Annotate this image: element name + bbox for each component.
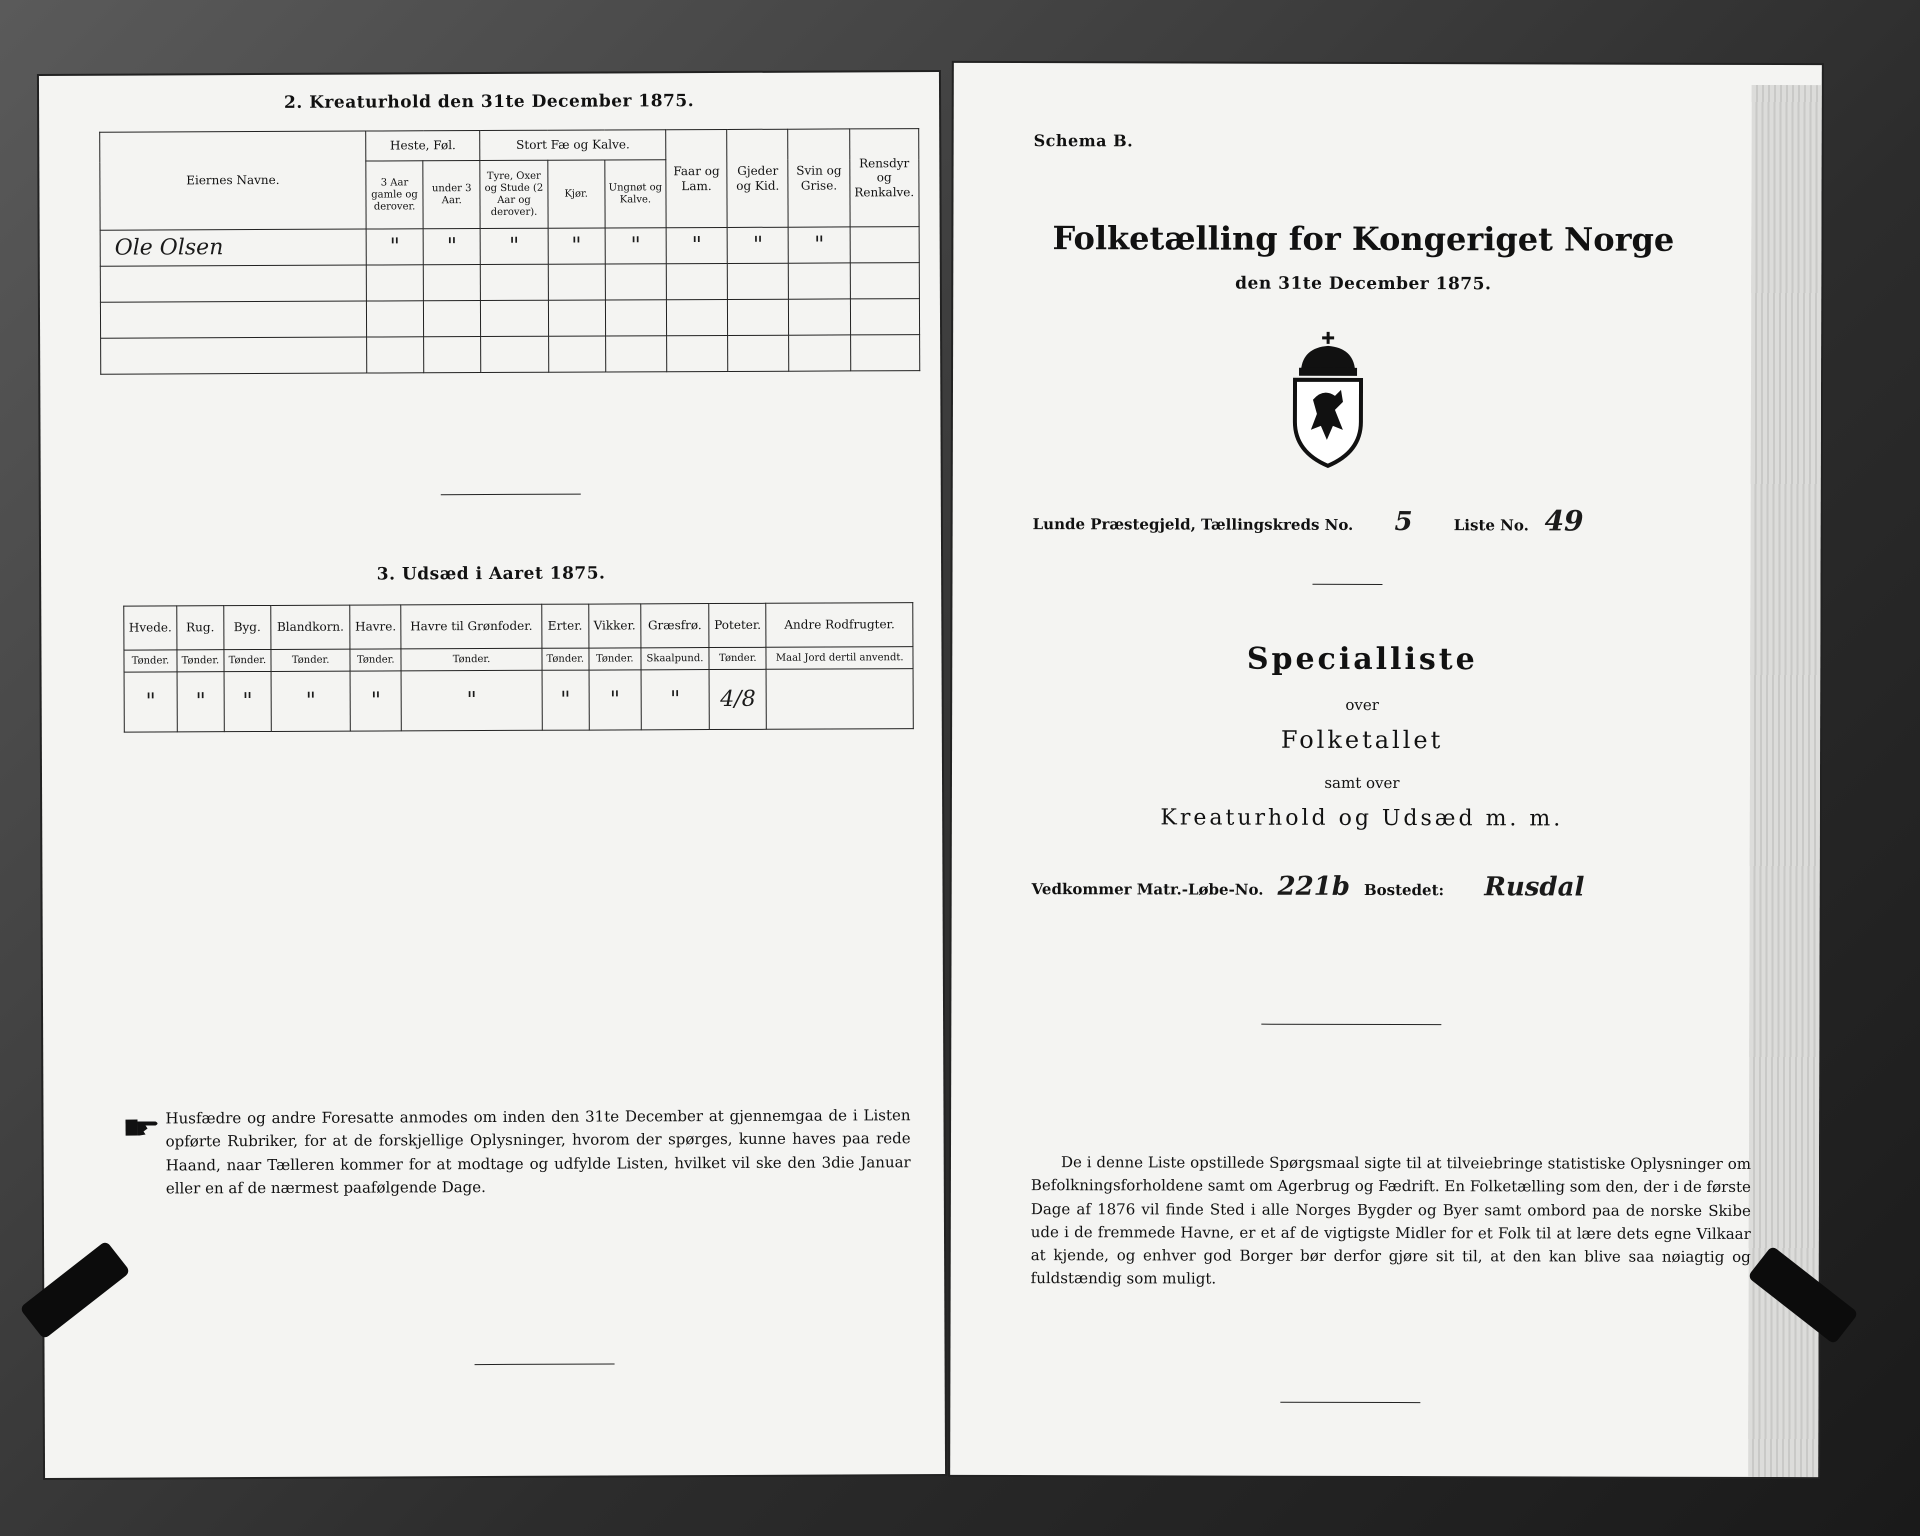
table-row bbox=[124, 669, 913, 732]
sowing-unit-cell: Tønder. bbox=[224, 649, 271, 671]
liste-label: Liste No. bbox=[1453, 516, 1529, 535]
sowing-header-cell: Byg. bbox=[224, 605, 271, 649]
sowing-header-cell: Græsfrø. bbox=[641, 604, 710, 648]
table-row bbox=[100, 263, 919, 303]
sowing-header-cell: Rug. bbox=[177, 606, 224, 650]
value-cell: " bbox=[548, 228, 605, 264]
liste-number: 49 bbox=[1544, 504, 1584, 538]
sowing-header-cell: Havre. bbox=[350, 605, 401, 649]
sowing-value-cell: " bbox=[542, 670, 589, 730]
value-cell: " bbox=[666, 227, 727, 263]
value-cell: " bbox=[480, 228, 547, 264]
sowing-value-cell: " bbox=[224, 671, 271, 731]
livestock-table bbox=[99, 128, 920, 375]
header-svin: Svin og Grise. bbox=[788, 129, 850, 227]
header-tyre: Tyre, Oxer og Stude (2 Aar og derover). bbox=[480, 160, 548, 228]
sowing-unit-cell: Skaalpund. bbox=[641, 648, 709, 670]
owner-name-cell: Ole Olsen bbox=[100, 229, 366, 266]
sowing-table bbox=[123, 602, 914, 732]
sowing-unit-cell: Tønder. bbox=[709, 647, 766, 669]
sowing-unit-cell: Tønder. bbox=[124, 650, 177, 672]
value-cell bbox=[850, 227, 919, 263]
samt-over-text: samt over bbox=[1324, 773, 1400, 793]
section3-title: 3. Udsæd i Aaret 1875. bbox=[376, 563, 606, 585]
header-heste: Heste, Føl. bbox=[366, 131, 481, 161]
value-cell: " bbox=[366, 229, 423, 265]
district-line bbox=[1033, 503, 1595, 537]
value-cell: " bbox=[727, 227, 788, 263]
folketallet-heading: Folketallet bbox=[1280, 725, 1444, 755]
instruction-notice: Husfædre og andre Foresatte anmodes om inden den 31te December at gjennemgaa de i Listen opførte Rubriker, for at de forskjellige Oplysninger, hvorom der spørges, kunne haves paa rede Haand, naar Tælleren kommer for at modtage og udfylde Listen, hvilket vil ske den 3die Januar eller en af de nærmest paafølgende Dage. bbox=[165, 1106, 911, 1198]
header-heste-3aar: 3 Aar gamle og derover. bbox=[366, 161, 423, 229]
explanatory-footnote: De i denne Liste opstillede Spørgsmaal sigte til at tilveiebringe statistiske Oplysninger om Befolkningsforholdene samt om Agerbrug og Fædrift. En Folketælling som den, der i de første Dage af 1876 vil finde Sted i alle Norges Bygder og Byer samt ombord paa de norske Skibe ude i de fremmede Havne, er et af de vigtigste Midler for et Folk til at lære dets egne Vilkaar at kjende, og enhver god Borger bør derfor gjøre sit til, at den kan blive saa nøiagtig og fuldstændig som muligt. bbox=[1030, 1153, 1751, 1288]
value-cell: " bbox=[605, 228, 666, 264]
sowing-value-cell: " bbox=[350, 671, 401, 731]
sowing-header-cell: Erter. bbox=[542, 604, 589, 648]
matr-label: Vedkommer Matr.-Løbe-No. bbox=[1031, 880, 1264, 899]
section2-title: 2. Kreaturhold den 31te December 1875. bbox=[283, 91, 695, 113]
sowing-value-cell: " bbox=[124, 672, 177, 732]
bosted-value: Rusdal bbox=[1484, 872, 1585, 903]
norway-coat-of-arms-icon bbox=[1283, 330, 1373, 474]
value-cell: " bbox=[789, 227, 850, 263]
pointing-hand-icon bbox=[125, 1115, 151, 1137]
sowing-value-cell: 4/8 bbox=[709, 669, 767, 729]
header-ungnot: Ungnøt og Kalve. bbox=[605, 160, 667, 228]
header-faar: Faar og Lam. bbox=[666, 129, 728, 227]
divider bbox=[1261, 1024, 1441, 1025]
sowing-header-cell: Poteter. bbox=[709, 603, 766, 647]
header-gjeder: Gjeder og Kid. bbox=[727, 129, 789, 227]
main-title: Folketælling for Kongeriget Norge bbox=[1052, 219, 1675, 259]
right-page bbox=[950, 63, 1822, 1477]
header-kjor: Kjør. bbox=[547, 160, 604, 228]
sowing-unit-cell: Tønder. bbox=[401, 648, 542, 671]
value-cell: " bbox=[423, 229, 480, 265]
divider bbox=[1280, 1402, 1420, 1403]
sowing-unit-cell: Maal Jord dertil anvendt. bbox=[766, 647, 913, 670]
sowing-unit-cell: Tønder. bbox=[589, 648, 641, 670]
specialliste-heading: Specialliste bbox=[1246, 641, 1478, 678]
kreds-number: 5 bbox=[1394, 507, 1413, 538]
sowing-value-cell: " bbox=[401, 670, 542, 731]
sowing-value-cell: " bbox=[641, 670, 710, 730]
schema-label: Schema B. bbox=[1033, 131, 1134, 151]
bosted-label: Bostedet: bbox=[1363, 880, 1445, 900]
sowing-header-cell: Andre Rodfrugter. bbox=[766, 603, 913, 648]
kreaturhold-heading: Kreaturhold og Udsæd m. m. bbox=[1160, 805, 1564, 832]
table-row bbox=[100, 227, 919, 267]
census-date: den 31te December 1875. bbox=[1235, 273, 1492, 295]
header-rensdyr: Rensdyr og Renkalve. bbox=[849, 129, 919, 227]
table-row bbox=[100, 299, 919, 339]
sowing-unit-cell: Tønder. bbox=[271, 649, 351, 671]
parish-label: Lunde Præstegjeld, Tællingskreds No. bbox=[1032, 515, 1354, 534]
divider bbox=[475, 1363, 615, 1365]
sowing-value-cell: " bbox=[271, 671, 351, 731]
sowing-value-cell: " bbox=[589, 670, 641, 730]
sowing-header-cell: Hvede. bbox=[124, 606, 177, 650]
sowing-unit-cell: Tønder. bbox=[350, 649, 401, 671]
table-row bbox=[101, 335, 920, 375]
matrikkel-line bbox=[1032, 871, 1620, 903]
sowing-unit-cell: Tønder. bbox=[542, 648, 589, 670]
sowing-unit-cell: Tønder. bbox=[177, 650, 224, 672]
left-page bbox=[39, 72, 945, 1478]
matr-number: 221b bbox=[1277, 871, 1350, 902]
sowing-value-cell: " bbox=[177, 672, 224, 732]
header-heste-under3: under 3 Aar. bbox=[423, 161, 480, 229]
divider bbox=[1312, 584, 1382, 585]
header-stort-fae: Stort Fæ og Kalve. bbox=[480, 130, 666, 161]
over-text: over bbox=[1345, 695, 1379, 714]
sowing-header-cell: Havre til Grønfoder. bbox=[401, 604, 542, 649]
divider bbox=[441, 494, 581, 496]
sowing-header-cell: Vikker. bbox=[589, 604, 641, 648]
sowing-header-cell: Blandkorn. bbox=[271, 605, 351, 649]
sowing-value-cell bbox=[767, 669, 914, 730]
header-owner-names: Eiernes Navne. bbox=[100, 131, 366, 230]
